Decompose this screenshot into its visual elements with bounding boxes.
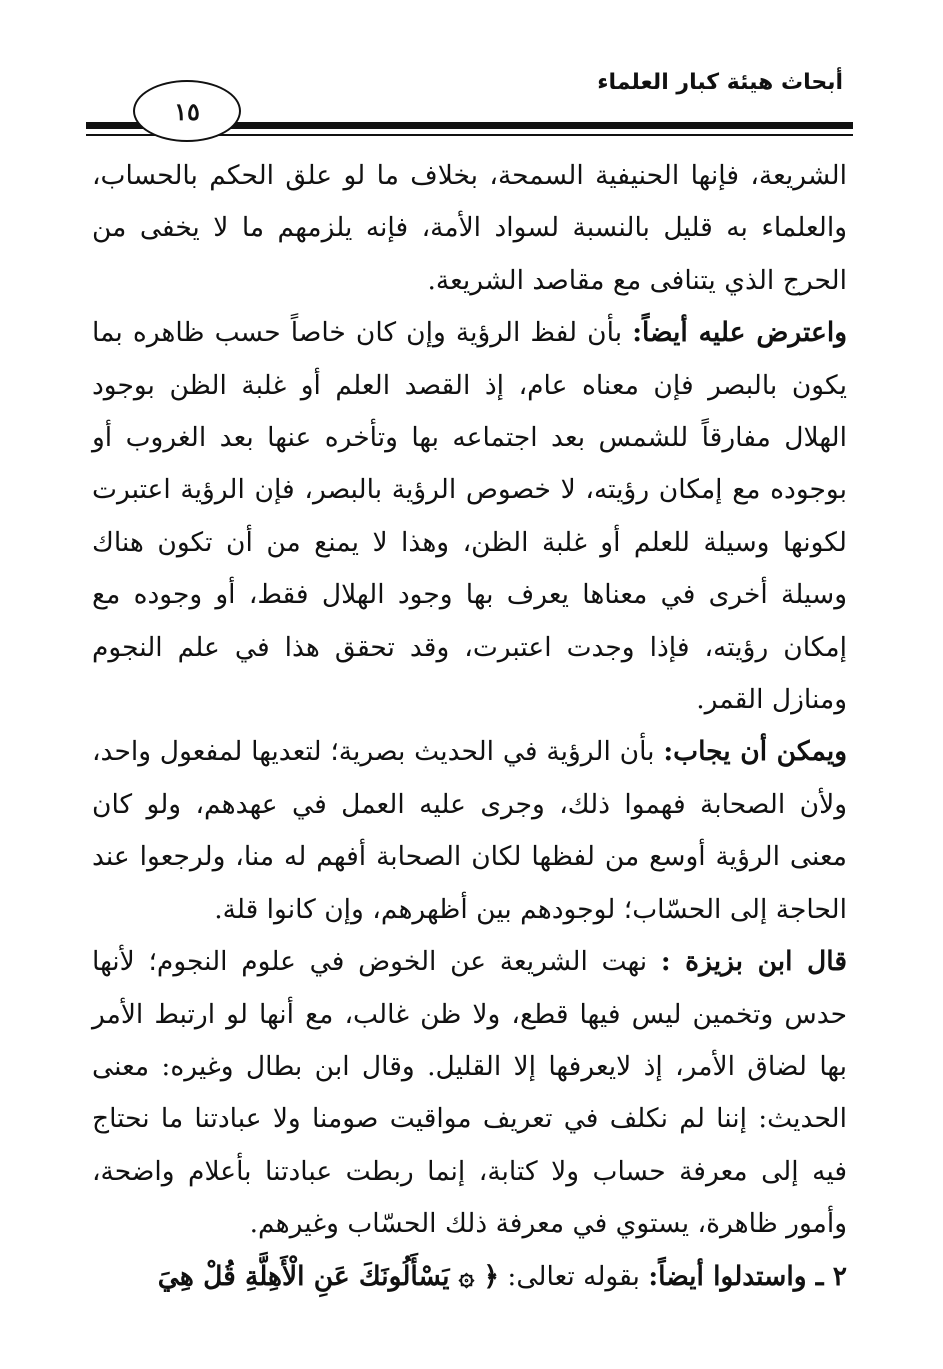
paragraph-3 (92, 726, 847, 936)
paragraph-5-text: بقوله تعالى: (498, 1260, 649, 1292)
page-number: ١٥ (133, 80, 241, 142)
paragraph-2 (92, 307, 847, 726)
paragraph-1 (92, 150, 847, 307)
paragraph-4 (92, 936, 847, 1250)
page-body (92, 150, 847, 1303)
paragraph-2-lead: واعترض عليه أيضاً: (632, 317, 847, 349)
quran-verse: ﴿ ۞ يَسْأَلُونَكَ عَنِ الْأَهِلَّةِ قُلْ هِيَ (157, 1260, 499, 1292)
paragraph-2-text: بأن لفظ الرؤية وإن كان خاصاً حسب ظاهره بما يكون بالبصر فإن معناه عام، إذ القصد العلم أو غلبة الظن بوجود الهلال مفارقاً للشمس بعد اجتماعه بها وتأخره عنها بعد الغروب أو بوجوده مع إمكان رؤيته، لا خصوص الرؤية بالبصر، فإن الرؤية اعتبرت لكونها وسيلة للعلم أو غلبة الظن، وهذا لا يمنع من أن تكون هناك وسيلة أخرى في معناها يعرف بها وجود الهلال فقط، أو وجوده مع إمكان رؤيته، فإذا وجدت اعتبرت، وقد تحقق هذا في علم النجوم ومنازل القمر. (92, 317, 847, 716)
paragraph-3-lead: ويمكن أن يجاب: (663, 736, 847, 768)
page-header (0, 0, 943, 150)
paragraph-1-text: الشريعة، فإنها الحنيفية السمحة، بخلاف ما لو علق الحكم بالحساب، والعلماء به قليل بالنسبة لسواد الأمة، فإنه يلزمهم ما لا يخفى من الحرج الذي يتنافى مع مقاصد الشريعة. (92, 160, 847, 296)
paragraph-3-text: بأن الرؤية في الحديث بصرية؛ لتعديها لمفعول واحد، ولأن الصحابة فهموا ذلك، وجرى عليه العمل في عهدهم، ولو كان معنى الرؤية أوسع من لفظها لكان الصحابة أفهم له منا، ولرجعوا عند الحاجة إلى الحسّاب؛ لوجودهم بين أظهرهم، وإن كانوا قلة. (92, 736, 847, 925)
running-title: أبحاث هيئة كبار العلماء (597, 70, 843, 95)
paragraph-5-lead: ٢ ـ واستدلوا أيضاً: (648, 1260, 847, 1292)
paragraph-4-lead: قال ابن بزيزة : (660, 946, 847, 978)
paragraph-5 (92, 1251, 847, 1303)
paragraph-4-text: نهت الشريعة عن الخوض في علوم النجوم؛ لأنها حدس وتخمين ليس فيها قطع، ولا ظن غالب، مع أنها لو ارتبط الأمر بها لضاق الأمر، إذ لايعرفها إلا القليل. وقال ابن بطال وغيره: معنى الحديث: إننا لم نكلف في تعريف مواقيت صومنا ولا عبادتنا ما نحتاج فيه إلى معرفة حساب ولا كتابة، إنما ربطت عبادتنا بأعلام واضحة، وأمور ظاهرة، يستوي في معرفة ذلك الحسّاب وغيرهم. (92, 946, 847, 1240)
